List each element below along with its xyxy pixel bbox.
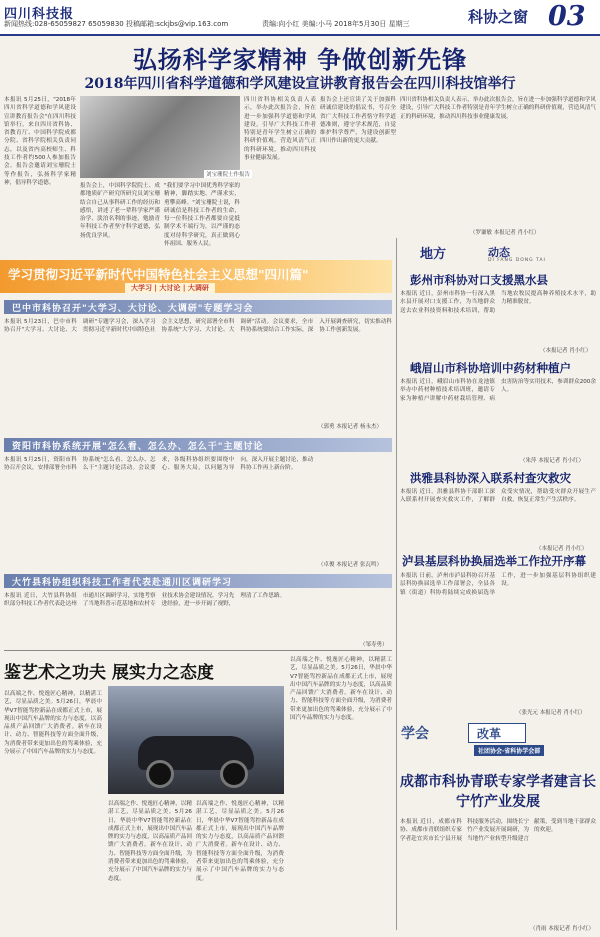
- right-story-body: 本报讯 近日，成都市科协、成都市青联组织专家学者赴宜宾市长宁县开展科技服务活动，围绕长宁竹产业发展开展调研，为当地竹产业转型升级建言献策，受到当地干部群众的欢迎。: [400, 819, 596, 842]
- side-item-title-4: 泸县基层科协换届选举工作拉开序幕: [402, 554, 586, 568]
- xuehui-badge-text: 改革: [477, 727, 502, 741]
- lead-signoff: （罗谦敏 本报记者 肖小红）: [470, 230, 540, 236]
- lead-body-col2: 报告会上，中国科学院院士、成都地质矿产研究所研究员刘宝珊结合自己从事科研工作的经历和感悟，讲述了老一辈科学家严谨治学、淡泊名利的事迹，勉励青年科技工作者坚守科学道德，弘扬优良学风。: [80, 183, 160, 239]
- bottom-body-col2: 以高端之作、悦逸匠心精神，以精湛工艺，尽显品质之美。5月26日，华晨中华V7智能驾控新品在成都正式上市，展现出中国汽车品牌的实力与态度，以高品质产品回馈广大消费者。新车在设计、动力、智能科技等方面全面升级，为消费者带来更加出色的驾乘体验，充分展示了中国汽车品牌的实力与态度。: [108, 801, 192, 882]
- page-number: 03: [548, 1, 586, 32]
- xuehui-badge: [468, 723, 526, 743]
- contact-line: 新闻热线:028-65059827 65059830 投稿邮箱:sckjbs@vip.163.com: [4, 20, 229, 28]
- side-item-signoff-4: （张光元 本报记者 肖小红）: [516, 710, 586, 716]
- bottom-body-col4: 以高端之作、悦逸匠心精神，以精湛工艺，尽显品质之美。5月26日，华晨中华V7智能驾控新品在成都正式上市，展现出中国汽车品牌的实力与态度，以高品质产品回馈广大消费者。新车在设计、动力、智能科技等方面全面升级，为消费者带来更加出色的驾乘体验，充分展示了中国汽车品牌的实力与态度。: [290, 657, 392, 722]
- sub-story-signoff-2: （卓俊 本报记者 张瓦鸣）: [318, 562, 382, 568]
- difang-label: 地方: [420, 247, 447, 262]
- sub-story-title-2: 资阳市科协系统开展"怎么看、怎么办、怎么干"主题讨论: [12, 442, 264, 452]
- side-item-title-3: 洪雅县科协深入联系村查灾救灾: [410, 471, 571, 485]
- side-item-title-2: 峨眉山市科协培训中药材种植户: [410, 361, 571, 375]
- side-item-signoff-1: （本报记者 肖小红）: [540, 348, 592, 354]
- sub-story-body-3: 本报讯 近日，大竹县科协组织部分科技工作者代表赴达州市通川区调研学习，实地考察了当地科普示范基地和农村专业技术协会建设情况，学习先进经验，进一步开阔了视野，理清了工作思路。: [4, 593, 286, 608]
- lead-body-continued: 四川省科协相关负责人表示，举办此次报告会，旨在进一步加强科学道德和学风建设，引导广大科技工作者特别是青年学生树立正确的科研价值观，营造风清气正的科研环境，推动四川科技事业健康发展。: [400, 97, 596, 120]
- divider: [4, 650, 392, 651]
- right-story-signoff: （肖雨 本报记者 肖小红）: [530, 926, 594, 932]
- lead-body-col4: 四川省科协相关负责人表示，举办此次报告会，旨在进一步加强科学道德和学风建设，引导广大科技工作者特别是青年学生树立正确的科研价值观，营造风清气正的科研环境，推动四川科技事业健康发展。: [244, 97, 316, 162]
- lead-body-col3: "我们要学习中国优秀科学家的精神，脚踏实地、严谨求实，勇攀高峰。"刘宝珊院士说，科研诚信是科技工作者的生命，每一位科技工作者都要自觉抵制学术不端行为，以严谨的态度对待科学研究，真正做到心怀祖国、服务人民。: [164, 183, 240, 248]
- lead-photo-caption: 刘宝珊院士作报告: [206, 172, 251, 178]
- side-item-body-4: 本报讯 日前，泸州市泸县科协召开基层科协换届选举工作部署会，全县各镇（街道）科协将陆续完成换届选举工作，进一步加强基层科协组织建设。: [400, 573, 596, 596]
- lead-photo: [80, 96, 240, 178]
- side-item-body-1: 本报讯 近日，彭州市科协一行深入黑水县开展对口支援工作，为当地群众送去农业科技资料和技术培训，帮助当地农牧民提高种养殖技术水平，助力精准脱贫。: [400, 291, 596, 314]
- bottom-body-col3: 以高端之作、悦逸匠心精神，以精湛工艺，尽显品质之美。5月26日，华晨中华V7智能驾控新品在成都正式上市，展现出中国汽车品牌的实力与态度，以高品质产品回馈广大消费者。新车在设计、动力、智能科技等方面全面升级，为消费者带来更加出色的驾乘体验，充分展示了中国汽车品牌的实力与态度。: [196, 801, 284, 882]
- side-item-body-2: 本报讯 近日，峨眉山市科协在龙池镇举办中药材种植技术培训班，邀请专家为种植户讲解中药材栽培管理、病虫害防治等实用技术，参训群众200余人。: [400, 379, 596, 402]
- sub-story-title-3: 大竹县科协组织科技工作者代表赴通川区调研学习: [12, 578, 233, 588]
- bottom-body-col1: 以高端之作、悦逸匠心精神，以精湛工艺，尽显品质之美。5月26日，华晨中华V7智能驾控新品在成都正式上市，展现出中国汽车品牌的实力与态度，以高品质产品回馈广大消费者。新车在设计、动力、智能科技等方面全面升级，为消费者带来更加出色的驾乘体验，充分展示了中国汽车品牌的实力与态度。: [4, 691, 102, 756]
- dongtai-label: 动态: [488, 246, 510, 259]
- lead-headline: 弘扬科学家精神 争做创新先锋: [132, 45, 468, 74]
- editor-line: 责编:向小红 美编:小马 2018年5月30日 星期三: [262, 20, 410, 28]
- sub-story-signoff-1: （郭勇 本报记者 杨永杰）: [318, 424, 382, 430]
- sub-story-body-1: 本报讯 5月23日，巴中市科协召开"大学习、大讨论、大调研"专题学习会，深入学习贯彻习近平新时代中国特色社会主义思想，研究部署全市科协系统"大学习、大讨论、大调研"活动。会议要求，全市科协系统要结合工作实际，深入开展调查研究，切实推动科协工作创新发展。: [4, 319, 392, 334]
- side-item-signoff-2: （朱萍 本报记者 肖小红）: [520, 458, 584, 464]
- lead-body-col5: 报告会上还宣读了关于加强科研诚信建设的倡议书，号召全省广大科技工作者恪守科学道德准则，遵守学术规范，自觉维护科学尊严，为建设创新型四川作出新的更大贡献。: [320, 97, 396, 145]
- newspaper-logo: 四川科技报: [4, 7, 75, 22]
- study-band-title: 学习贯彻习近平新时代中国特色社会主义思想"四川篇": [8, 267, 309, 282]
- sub-story-body-2: 本报讯 5月25日，资阳市科协召开会议，安排部署全市科协系统"怎么看、怎么办、怎么干"主题讨论活动。会议要求，各级科协组织要围绕中心、服务大局，以问题为导向，深入开展主题讨论，推动科协工作再上新台阶。: [4, 457, 314, 472]
- sub-story-signoff-3: （邹寿勇）: [360, 642, 388, 648]
- lead-subheadline: 2018年四川省科学道德和学风建设宣讲教育报告会在四川科技馆举行: [84, 76, 516, 92]
- study-band-tags: 大学习 | 大讨论 | 大调研: [125, 283, 215, 293]
- right-story-headline: 成都市科协青联专家学者建言长宁竹产业发展: [400, 774, 596, 810]
- column-divider: [396, 238, 397, 930]
- dongtai-en: DI FANG DONG TAI: [488, 258, 546, 263]
- side-item-title-1: 彭州市科协对口支援黑水县: [410, 273, 548, 287]
- section-name: 科协之窗: [468, 8, 529, 26]
- bottom-headline: 鉴艺术之功夫 展实力之态度: [4, 663, 214, 683]
- side-item-signoff-3: （本报记者 肖小红）: [536, 546, 588, 552]
- side-item-body-3: 本报讯 近日，洪雅县科协干部职工深入联系村开展查灾救灾工作，了解群众受灾情况，帮助受灾群众开展生产自救，恢复正常生产生活秩序。: [400, 489, 596, 504]
- xuehui-sub: 社团协会·省科协学会部: [474, 745, 544, 756]
- sub-story-title-1: 巴中市科协召开"大学习、大讨论、大调研"专题学习会: [12, 304, 254, 314]
- xuehui-label: 学会: [401, 726, 429, 742]
- lead-body-col1: 本报讯 5月25日，"2018年四川省科学道德和学风建设宣讲教育报告会"在四川科技馆举行。来自四川省科协、省教育厅、中国科学院成都分院、省科学院相关负责同志，以及省内高校师生、科技工作者约500人参加报告会。报告会邀请刘宝珊院士等作报告，弘扬科学家精神，倡导科学道德。: [4, 97, 76, 186]
- car-photo: [108, 686, 284, 794]
